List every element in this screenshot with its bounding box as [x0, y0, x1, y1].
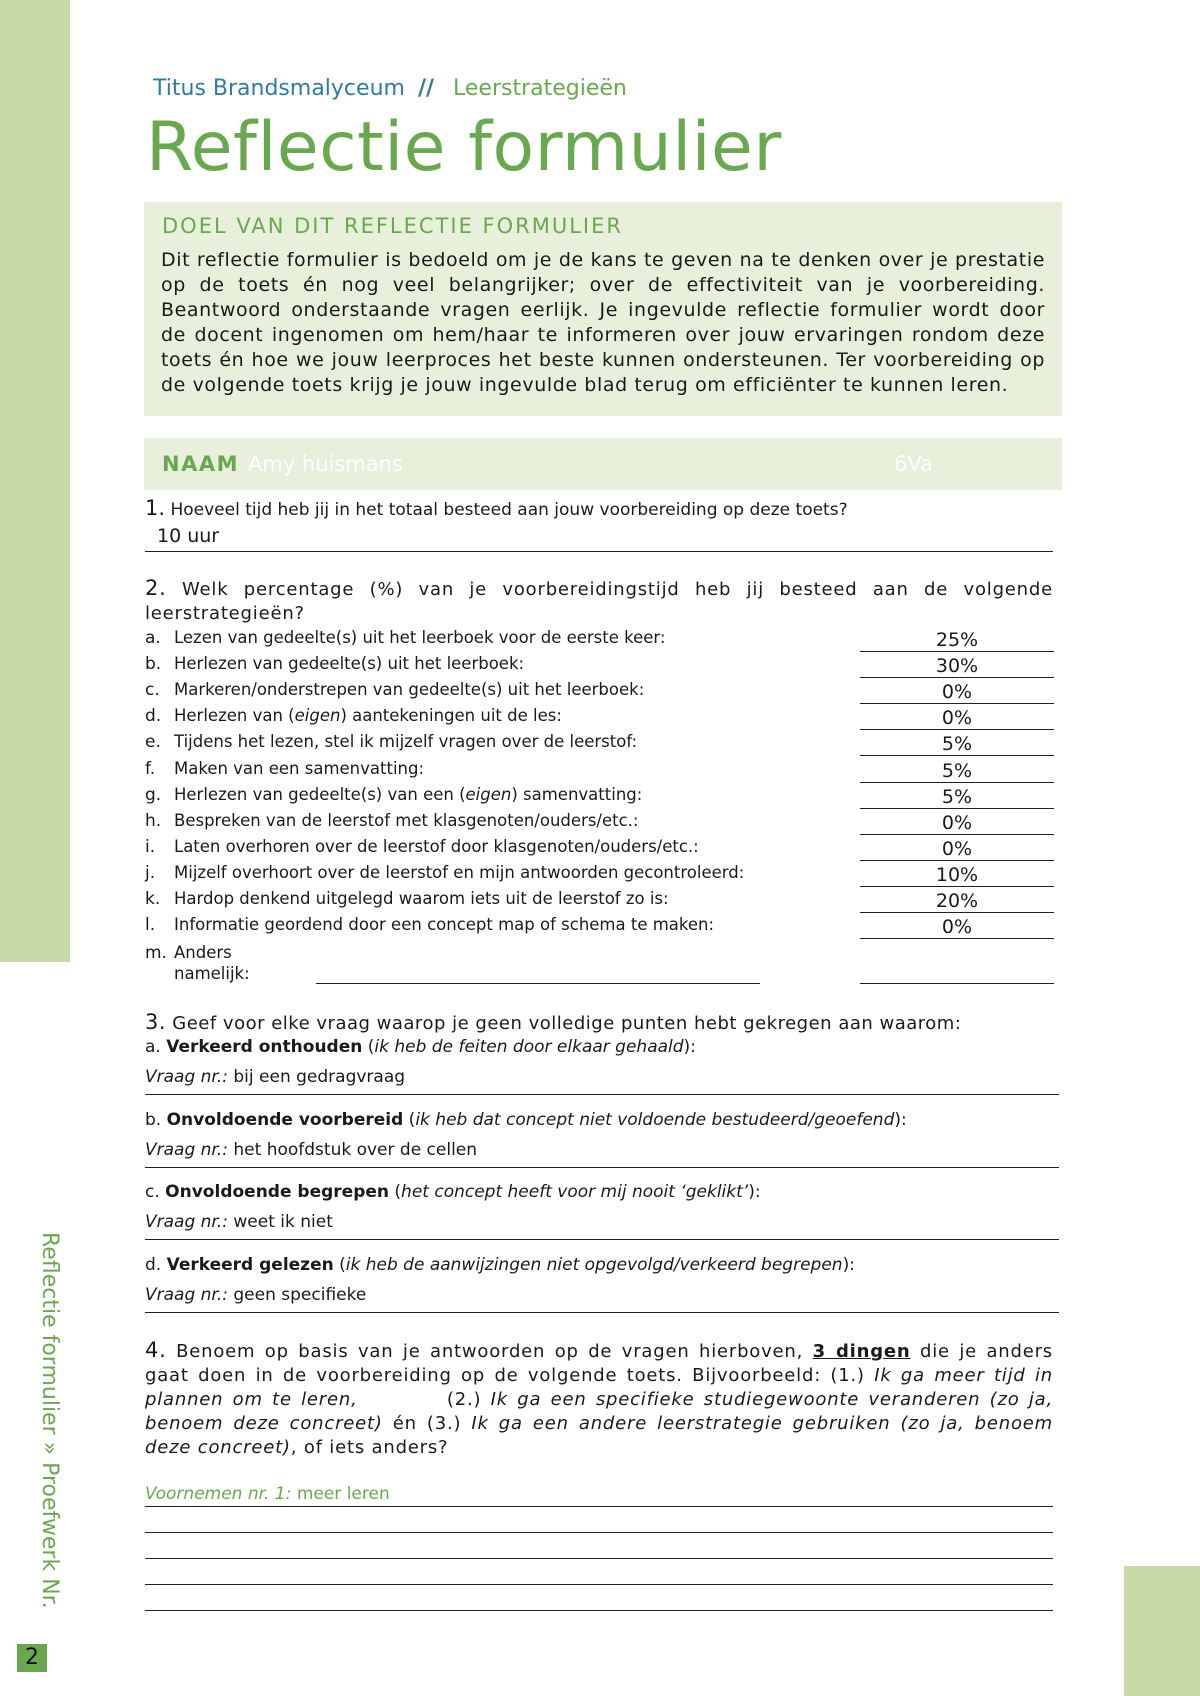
- student-name-field[interactable]: Amy huismans: [248, 452, 403, 476]
- q2-row-label: [174, 915, 714, 934]
- school-name: Titus Brandsmalyceum: [153, 76, 405, 101]
- q3-reason-title: Verkeerd onthouden: [166, 1037, 363, 1057]
- page-title: Reflectie formulier: [146, 108, 782, 187]
- q4-text-5: , of iets anders?: [290, 1437, 449, 1458]
- voornemen-label: Voornemen nr. 1:: [145, 1484, 292, 1504]
- q2-other-text-line[interactable]: [316, 983, 760, 984]
- q2-row-value-line: [860, 938, 1054, 939]
- voornemen-1[interactable]: [145, 1484, 390, 1504]
- q2-question: [145, 576, 1053, 626]
- q3-reason-explanation: ik heb de aanwijzingen niet opgevolgd/verkeerd begrepen: [345, 1254, 843, 1275]
- side-separator: »: [37, 1441, 62, 1456]
- q2-row-value-line: [860, 729, 1054, 730]
- q2-row-label-text: Herlezen van gedeelte(s) van een (: [174, 784, 466, 804]
- q2-row-value-line: [860, 834, 1054, 835]
- q2-row-label-text: Mijzelf overhoort over de leerstof en mijn antwoorden gecontroleerd:: [174, 862, 745, 882]
- q2-row-value-line: [860, 677, 1054, 678]
- voornemen-line-3[interactable]: [145, 1558, 1053, 1559]
- q2-row-label-text: Tijdens het lezen, stel ik mijzelf vragen over de leerstof:: [174, 732, 638, 752]
- q1-answer-field[interactable]: 10 uur: [157, 525, 220, 547]
- q2-row-label-emphasis: eigen: [294, 706, 341, 726]
- q2-number: 2.: [145, 576, 167, 600]
- q2-row-letter: f.: [145, 758, 156, 779]
- q3-reason-answer[interactable]: [145, 1067, 405, 1087]
- goal-text: Dit reflectie formulier is bedoeld om je de kans te geven na te denken over je prestatie op de toets én nog veel belangrijker; over de effectiviteit van je voorbereiding. Beantwoord onderstaande vragen eerlijk. Je ingevulde reflectie formulier wordt door de docent ingenomen om hem/haar te informeren over jouw ervaringen rondom deze toets én hoe we jouw leerproces het beste kunnen ondersteunen. Ter voorbereiding op de volgende toets krijg je jouw ingevulde blad terug om efficiënter te kunnen leren.: [161, 249, 1045, 396]
- q2-row-value-line: [860, 860, 1054, 861]
- q2-row-label-end: ) aantekeningen uit de les:: [340, 706, 562, 726]
- q3-reason-heading: d. Verkeerd gelezen (ik heb de aanwijzingen niet opgevolgd/verkeerd begrepen):: [145, 1254, 855, 1275]
- q3-reason-letter: c.: [145, 1182, 160, 1202]
- side-title: Reflectie formulier: [37, 1232, 62, 1435]
- q2-row-value-field[interactable]: 10%: [935, 863, 979, 886]
- q2-row-value-field[interactable]: 5%: [941, 785, 973, 808]
- q4-text-1: Benoem op basis van je antwoorden op de vragen hierboven,: [176, 1341, 804, 1362]
- goal-heading: DOEL VAN DIT REFLECTIE FORMULIER: [162, 214, 623, 238]
- q3-vraag-label: Vraag nr.:: [145, 1067, 228, 1087]
- q2-row-label: [174, 706, 562, 725]
- q2-row-label: [174, 785, 642, 804]
- q1-text: Hoeveel tijd heb jij in het totaal besteed aan jouw voorbereiding op deze toets?: [170, 500, 848, 520]
- q2-row-value-field[interactable]: 25%: [935, 629, 979, 651]
- corner-decoration: [1124, 1566, 1200, 1696]
- q3-answer-value[interactable]: het hoofdstuk over de cellen: [233, 1139, 478, 1160]
- q3-text: Geef voor elke vraag waarop je geen volledige punten hebt gekregen aan waarom:: [172, 1013, 962, 1034]
- q2-row-letter: a.: [145, 628, 161, 648]
- q2-row-label-emphasis: eigen: [465, 784, 512, 804]
- q2-row-label: [174, 863, 744, 882]
- page-number: 2: [17, 1644, 47, 1672]
- q2-row-value-field[interactable]: 0%: [941, 916, 973, 939]
- sidebar-decoration: [0, 0, 70, 962]
- q1-answer-line: [145, 551, 1053, 552]
- q2-row-label: [174, 811, 638, 830]
- q3-question: [145, 1010, 961, 1034]
- q4-example-2: Ik ga een specifieke studiegewoonte veranderen (zo ja, benoem deze concreet): [145, 1389, 1053, 1434]
- q3-reason-heading: a. Verkeerd onthouden (ik heb de feiten door elkaar gehaald):: [145, 1037, 696, 1057]
- q3-reason-explanation: het concept heeft voor mij nooit ‘geklikt’: [401, 1182, 749, 1202]
- header-separator: //: [417, 76, 435, 101]
- q2-row-value-field[interactable]: 0%: [941, 837, 973, 860]
- q3-reason-title: Verkeerd gelezen: [166, 1254, 334, 1275]
- q3-reason-title: Onvoldoende voorbereid: [166, 1109, 404, 1130]
- q2-row-label: [174, 759, 424, 778]
- q4-example-1: Ik ga meer tijd in plannen om te leren,: [145, 1365, 1053, 1410]
- q3-answer-line: [145, 1239, 1059, 1240]
- q3-reason-title: Onvoldoende begrepen: [165, 1182, 389, 1202]
- name-bar: [144, 438, 1062, 490]
- q2-row-label: [174, 732, 637, 751]
- q2-row-value-line: [860, 782, 1054, 783]
- header-line: [153, 76, 627, 101]
- q2-row-value-line: [860, 703, 1054, 704]
- q2-row-value-line: [860, 651, 1054, 652]
- q2-row-label: [174, 889, 669, 908]
- q3-vraag-label: Vraag nr.:: [145, 1212, 228, 1232]
- q4-question: [145, 1338, 1053, 1460]
- q3-reason-explanation: ik heb de feiten door elkaar gehaald: [374, 1037, 684, 1057]
- q3-reason-letter: a.: [145, 1037, 161, 1057]
- q3-number: 3.: [145, 1010, 167, 1034]
- q2-other-letter: m.: [145, 943, 167, 963]
- q2-row-value-line: [860, 808, 1054, 809]
- q2-row-label-text: Markeren/onderstrepen van gedeelte(s) uit het leerboek:: [174, 680, 645, 700]
- q3-answer-line: [145, 1167, 1059, 1168]
- voornemen-line-2[interactable]: [145, 1532, 1053, 1533]
- q2-row-letter: h.: [145, 810, 162, 831]
- q2-row-value-field[interactable]: 0%: [941, 707, 973, 730]
- q3-reason-answer[interactable]: [145, 1212, 333, 1232]
- q2-text: Welk percentage (%) van je voorbereidingstijd heb jij besteed aan de volgende leerstrategieën?: [145, 579, 1053, 624]
- q2-row-value-field[interactable]: 0%: [941, 681, 973, 704]
- q2-row-value-field[interactable]: 20%: [935, 890, 979, 912]
- q2-row-label: [174, 628, 665, 647]
- q3-reason-answer[interactable]: [145, 1140, 477, 1160]
- q2-row-value-field[interactable]: 5%: [941, 733, 973, 756]
- q1-question: [145, 496, 848, 520]
- q3-reason-letter: d.: [145, 1254, 162, 1275]
- q2-row-value-field[interactable]: 30%: [935, 655, 979, 678]
- q2-row-label-text: Herlezen van (: [174, 706, 295, 726]
- q2-row-letter: l.: [145, 915, 156, 936]
- q2-row-letter: d.: [145, 706, 162, 727]
- voornemen-line-4[interactable]: [145, 1584, 1053, 1585]
- q2-row-label-text: Laten overhoren over de leerstof door klasgenoten/ouders/etc.:: [174, 836, 699, 856]
- q2-row-label: [174, 680, 644, 699]
- q2-row-label-text: Informatie geordend door een concept map of schema te maken:: [174, 915, 715, 935]
- q2-row-label-text: Lezen van gedeelte(s) uit het leerboek voor de eerste keer:: [174, 628, 666, 647]
- q4-text-3: (2.): [446, 1389, 482, 1410]
- q2-row-label-text: Bespreken van de leerstof met klasgenoten/ouders/etc.:: [174, 810, 639, 830]
- voornemen-line-5[interactable]: [145, 1610, 1053, 1611]
- q2-row-value-line: [860, 755, 1054, 756]
- q3-answer-line: [145, 1094, 1059, 1095]
- q2-other-value-line[interactable]: [860, 983, 1054, 984]
- q2-row-letter: b.: [145, 654, 162, 675]
- side-footer-text: [22, 1232, 62, 1632]
- q2-row-letter: g.: [145, 784, 162, 805]
- q2-row-letter: k.: [145, 889, 161, 909]
- q4-emphasis: 3 dingen: [812, 1341, 911, 1362]
- q2-row-letter: c.: [145, 680, 160, 701]
- q3-answer-value[interactable]: weet ik niet: [233, 1212, 333, 1232]
- q2-row-value-field[interactable]: 0%: [941, 811, 973, 834]
- q1-number: 1.: [145, 496, 166, 520]
- q2-row-letter: e.: [145, 732, 161, 753]
- q4-text-2: die je anders gaat doen in de voorbereiding op de volgende toets. Bijvoorbeeld: (1.): [145, 1341, 1053, 1386]
- q3-answer-value[interactable]: geen specifieke: [233, 1284, 367, 1305]
- q4-number: 4.: [145, 1338, 167, 1362]
- q2-row-label-text: Hardop denkend uitgelegd waarom iets uit de leerstof zo is:: [174, 889, 669, 908]
- q3-answer-value[interactable]: bij een gedragvraag: [233, 1067, 406, 1087]
- subject-name: Leerstrategieën: [453, 76, 627, 101]
- q3-reason-answer[interactable]: [145, 1285, 366, 1305]
- q2-row-label-text: Herlezen van gedeelte(s) uit het leerboek:: [174, 654, 525, 674]
- q2-other-label-2: namelijk:: [174, 964, 250, 983]
- q2-row-value-line: [860, 886, 1054, 887]
- side-section: Proefwerk Nr.: [37, 1462, 62, 1609]
- voornemen-line-1[interactable]: [145, 1506, 1053, 1507]
- name-label: NAAM: [162, 452, 239, 476]
- q2-row-label-text: Maken van een samenvatting:: [174, 758, 425, 778]
- q2-row-label-end: ) samenvatting:: [511, 784, 643, 804]
- q2-row-value-line: [860, 912, 1054, 913]
- q3-reason-heading: c. Onvoldoende begrepen (het concept heeft voor mij nooit ‘geklikt’):: [145, 1182, 761, 1202]
- q3-vraag-label: Vraag nr.:: [145, 1139, 228, 1160]
- q3-reason-heading: b. Onvoldoende voorbereid (ik heb dat concept niet voldoende bestudeerd/geoefend):: [145, 1109, 907, 1130]
- q2-row-letter: i.: [145, 836, 156, 857]
- q4-example-3: Ik ga een andere leerstrategie gebruiken (zo ja, benoem deze concreet): [145, 1413, 1054, 1458]
- q2-row-label: [174, 654, 524, 673]
- q3-vraag-label: Vraag nr.:: [145, 1284, 228, 1305]
- student-class-field[interactable]: 6Va: [894, 452, 933, 476]
- q3-reason-explanation: ik heb dat concept niet voldoende bestudeerd/geoefend: [415, 1109, 895, 1130]
- goal-box: [144, 202, 1062, 416]
- q3-reason-letter: b.: [145, 1109, 162, 1130]
- q2-row-letter: j.: [145, 862, 156, 883]
- q2-other-label: Anders: [174, 943, 232, 962]
- voornemen-value[interactable]: meer leren: [296, 1484, 390, 1504]
- q4-text-4: én (3.): [392, 1413, 462, 1434]
- q3-answer-line: [145, 1312, 1059, 1313]
- q2-row-label: [174, 837, 699, 856]
- q2-row-value-field[interactable]: 5%: [941, 759, 973, 782]
